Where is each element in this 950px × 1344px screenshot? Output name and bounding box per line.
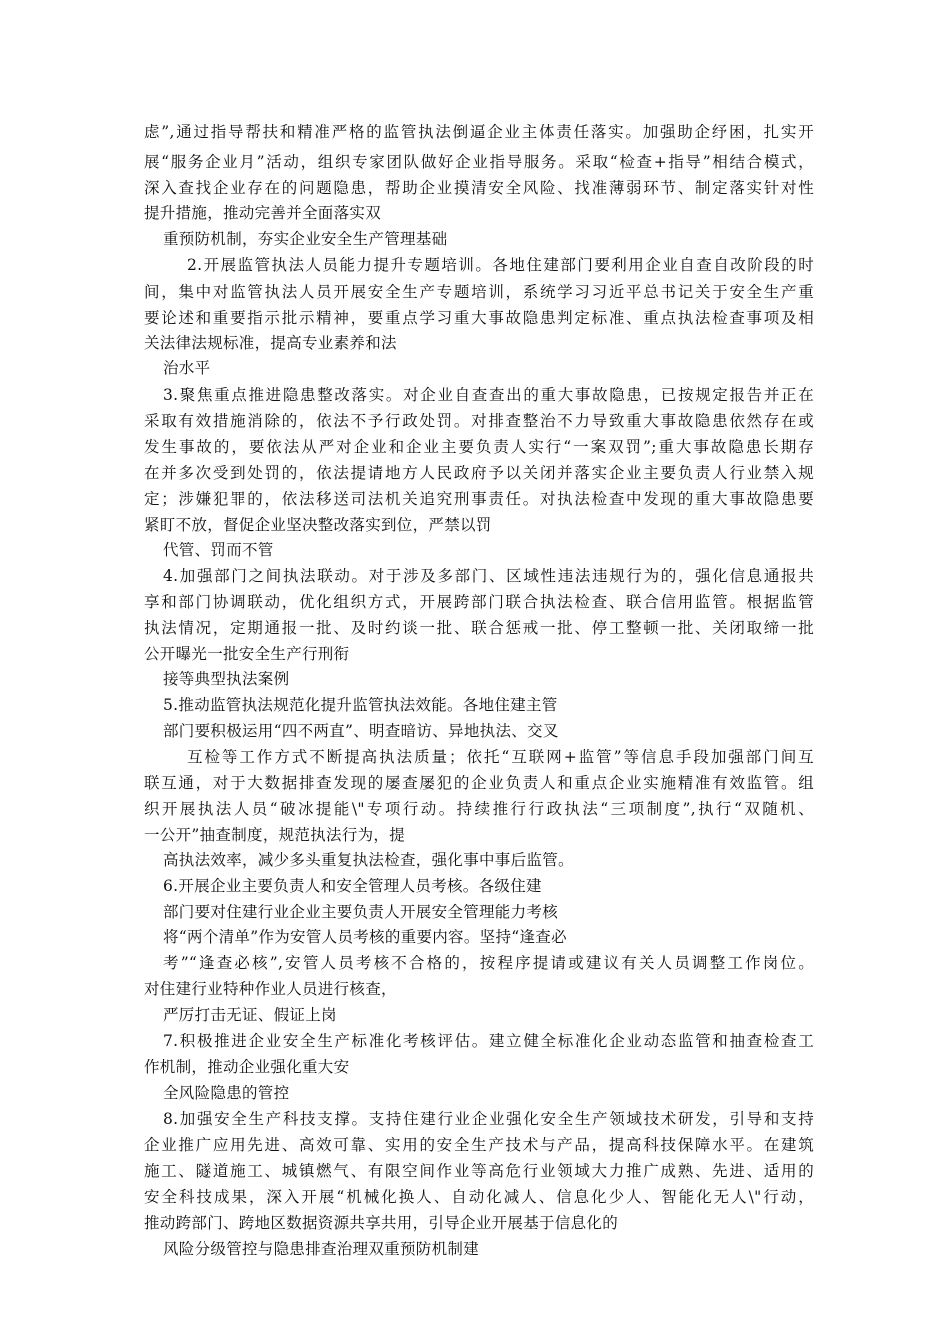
text-line: 7.积极推进企业安全生产标准化考核评估。建立健全标准化企业动态监管和抽查检查工 [163,1032,814,1050]
text-line: 6.开展企业主要负责人和安全管理人员考核。各级住建 [163,877,542,895]
text-line: 全风险隐患的管控 [163,1084,290,1102]
text-line: 执法情况，定期通报一批、及时约谈一批、联合惩戒一批、停工整顿一批、关闭取缔一批 [144,619,814,637]
text-line: 定；涉嫌犯罪的，依法移送司法机关追究刑事责任。对执法检查中发现的重大事故隐患要 [144,490,814,508]
text-line: 紧盯不放，督促企业坚决整改落实到位，严禁以罚 [144,516,492,534]
text-line: 提升措施，推动完善并全面落实双 [144,204,382,222]
text-line: 5.推动监管执法规范化提升监管执法效能。各地住建主管 [163,696,558,714]
text-line: 4.加强部门之间执法联动。对于涉及多部门、区域性违法违规行为的，强化信息通报共 [163,567,814,585]
text-line: 8.加强安全生产科技支撑。支持住建行业企业强化安全生产领域技术研发，引导和支持 [163,1110,814,1128]
text-line: 2.开展监管执法人员能力提升专题培训。各地住建部门要利用企业自查自改阶段的时 [187,256,814,274]
text-line: 风险分级管控与隐患排查治理双重预防机制建 [163,1240,480,1258]
text-line: 一公开”抽查制度，规范执法行为，提 [144,826,406,844]
text-line: 高执法效率，减少多头重复执法检查，强化事中事后监管。 [163,851,574,869]
text-line: 企业推广应用先进、高效可靠、实用的安全生产技术与产品，提高科技保障水平。在建筑 [144,1136,814,1154]
text-line: 3.聚焦重点推进隐患整改落实。对企业自查查出的重大事故隐患，已按规定报告并正在 [163,386,814,404]
text-line: 虑”,通过指导帮扶和精准严格的监管执法倒逼企业主体责任落实。加强助企纾困，扎实开 [144,123,814,141]
text-line: 部门要积极运用“四不两直”、明查暗访、异地执法、交叉 [163,722,559,740]
text-line: 联互通，对于大数据排查发现的屡查屡犯的企业负责人和重点企业实施精准有效监管。组 [144,774,814,792]
text-line: 对住建行业特种作业人员进行核查， [144,980,397,998]
text-line: 考”“逢查必核”,安管人员考核不合格的，按程序提请或建议有关人员调整工作岗位。 [163,954,814,972]
text-line: 代管、罚而不管 [163,541,274,559]
text-line: 采取有效措施消除的，依法不予行政处罚。对排查整治不力导致重大事故隐患依然存在或 [144,412,814,430]
text-line: 严厉打击无证、假证上岗 [163,1006,337,1024]
text-line: 部门要对住建行业企业主要负责人开展安全管理能力考核 [163,903,559,921]
text-line: 公开曝光一批安全生产行刑衔 [144,645,350,663]
text-line: 织开展执法人员“破冰提能\"专项行动。持续推行行政执法“三项制度”,执行“双随机、 [144,800,814,818]
text-line: 关法律法规标准，提高专业素养和法 [144,334,397,352]
text-line: 发生事故的，要依法从严对企业和企业主要负责人实行“一案双罚”;重大事故隐患长期存 [144,438,814,456]
text-line: 重预防机制，夯实企业安全生产管理基础 [163,230,448,248]
text-line: 展“服务企业月”活动，组织专家团队做好企业指导服务。采取“检查+指导”相结合模式， [144,153,814,171]
text-line: 接等典型执法案例 [163,670,290,688]
text-line: 要论述和重要指示批示精神，要重点学习重大事故隐患判定标准、重点执法检查事项及相 [144,309,814,327]
text-line: 推动跨部门、跨地区数据资源共享共用，引导企业开展基于信息化的 [144,1214,619,1232]
text-line: 互检等工作方式不断提高执法质量；依托“互联网+监管”等信息手段加强部门间互 [187,748,814,766]
text-line: 深入查找企业存在的问题隐患，帮助企业摸清安全风险、找准薄弱环节、制定落实针对性 [144,179,814,197]
text-line: 施工、隧道施工、城镇燃气、有限空间作业等高危行业领域大力推广成熟、先进、适用的 [144,1162,814,1180]
text-line: 在并多次受到处罚的，依法提请地方人民政府予以关闭并落实企业主要负责人行业禁入规 [144,464,814,482]
text-line: 享和部门协调联动，优化组织方式，开展跨部门联合执法检查、联合信用监管。根据监管 [144,593,814,611]
text-line: 治水平 [163,359,211,377]
text-line: 作机制，推动企业强化重大安 [144,1058,350,1076]
text-line: 将“两个清单”作为安管人员考核的重要内容。坚持“逢查必 [163,928,567,946]
text-line: 间，集中对监管执法人员开展安全生产专题培训，系统学习习近平总书记关于安全生产重 [144,283,814,301]
text-line: 安全科技成果，深入开展“机械化换人、自动化减人、信息化少人、智能化无人\"行动， [144,1188,814,1206]
